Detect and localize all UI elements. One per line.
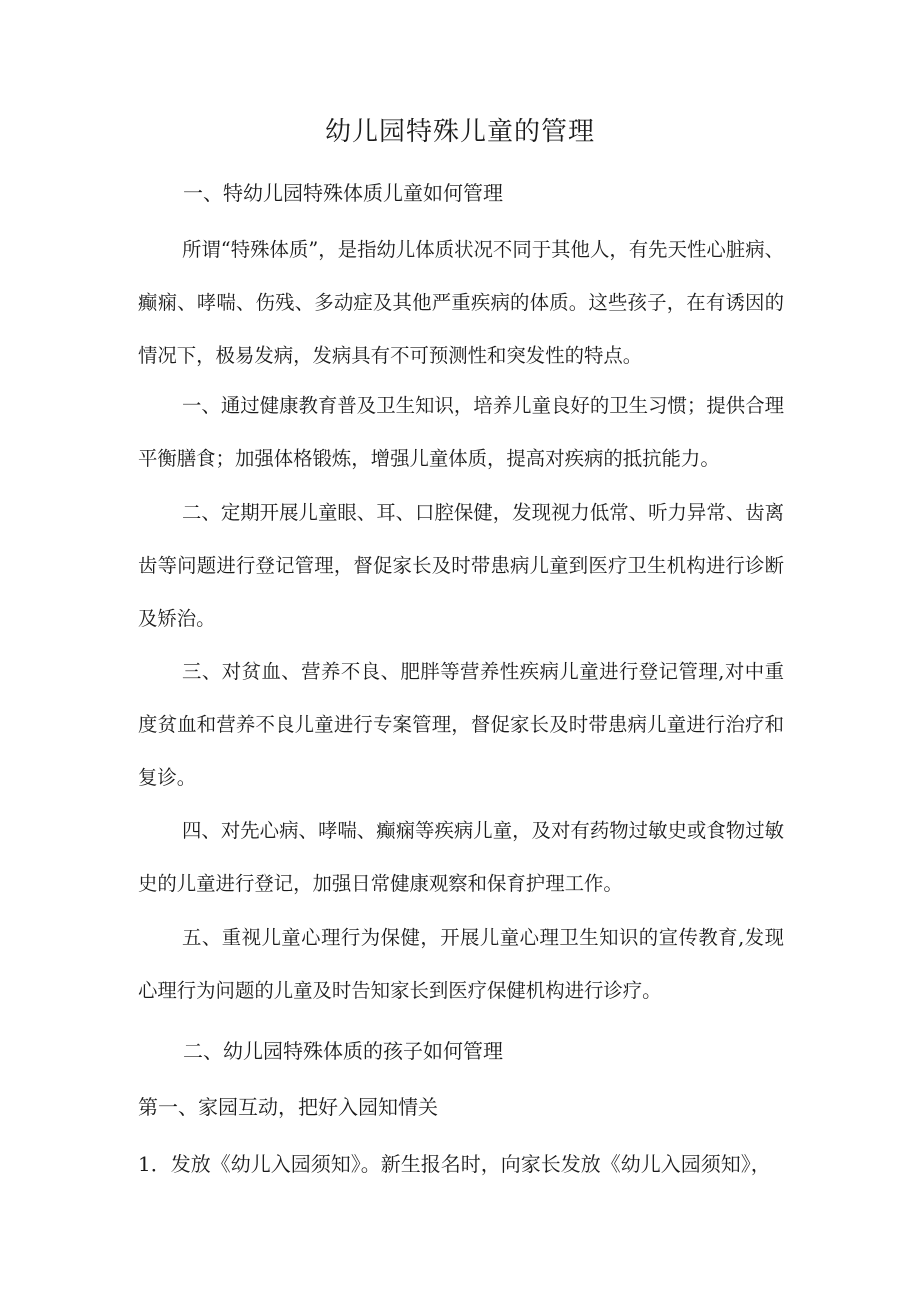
intro-paragraph: 所谓“特殊体质”，是指幼儿体质状况不同于其他人，有先天性心脏病、癫痫、哮喘、伤残、多动症及其他严重疾病的体质。这些孩子，在有诱因的情况下，极易发病，发病具有不可预测性和突发性的特点。 xyxy=(138,238,784,367)
measure-paragraph-3: 三、对贫血、营养不良、肥胖等营养性疾病儿童进行登记管理,对中重度贫血和营养不良儿童进行专案管理，督促家长及时带患病儿童进行治疗和复诊。 xyxy=(138,660,784,789)
subsection-heading: 第一、家园互动，把好入园知情关 xyxy=(138,1095,438,1119)
section-heading-2: 二、幼儿园特殊体质的孩子如何管理 xyxy=(183,1039,503,1063)
measure-paragraph-5: 五、重视儿童心理行为保健，开展儿童心理卫生知识的宣传教育,发现心理行为问题的儿童及时告知家长到医疗保健机构进行诊疗。 xyxy=(138,926,784,1002)
list-item-1: 1．发放《幼儿入园须知》。新生报名时，向家长发放《幼儿入园须知》， xyxy=(138,1152,771,1176)
measure-paragraph-2: 二、定期开展儿童眼、耳、口腔保健，发现视力低常、听力异常、齿离齿等问题进行登记管理，督促家长及时带患病儿童到医疗卫生机构进行诊断及矫治。 xyxy=(138,501,784,630)
measure-paragraph-4: 四、对先心病、哮喘、癫痫等疾病儿童，及对有药物过敏史或食物过敏史的儿童进行登记，加强日常健康观察和保育护理工作。 xyxy=(138,819,784,895)
measure-paragraph-1: 一、通过健康教育普及卫生知识，培养儿童良好的卫生习惯；提供合理平衡膳食；加强体格锻炼，增强儿童体质，提高对疾病的抵抗能力。 xyxy=(138,394,784,470)
document-title: 幼儿园特殊儿童的管理 xyxy=(324,117,595,147)
section-heading-1: 一、特幼儿园特殊体质儿童如何管理 xyxy=(183,181,503,205)
